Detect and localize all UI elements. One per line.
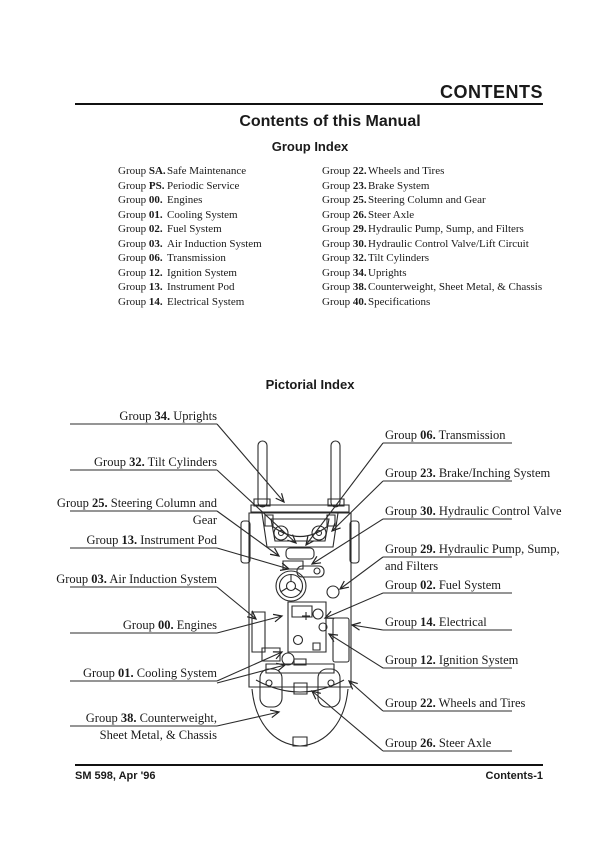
group-name: Brake System	[368, 179, 430, 192]
group-name: Hydraulic Control Valve/Lift Circuit	[368, 237, 529, 250]
group-index-row: Group 32.Tilt Cylinders	[322, 252, 430, 264]
group-name: Cooling System	[167, 208, 238, 221]
group-name: Engines	[167, 194, 203, 206]
callout-group-01-cooling-system: Group 01. Cooling System	[82, 666, 217, 680]
group-index-row: Group 01. Cooling System	[118, 208, 238, 221]
group-index-left-column	[118, 164, 262, 309]
footer-document-id: SM 598, Apr '96	[75, 770, 156, 782]
group-index-row: Group PS. Periodic Service	[118, 179, 240, 192]
group-index-title: Group Index	[271, 139, 349, 154]
callout-group-30-hydraulic-control-valve: Group 30. Hydraulic Control Valve	[385, 504, 562, 518]
group-index-row: Group 23.Brake System	[322, 179, 430, 192]
group-name: Tilt Cylinders	[368, 252, 430, 264]
callout-group-22-wheels-tires: Group 22. Wheels and Tires	[385, 696, 526, 710]
group-name: Periodic Service	[167, 179, 240, 192]
callout-group-12-ignition-system: Group 12. Ignition System	[385, 653, 519, 667]
group-index-row: Group 02. Fuel System	[118, 223, 222, 235]
callout-group-02-fuel-system: Group 02. Fuel System	[385, 578, 501, 592]
group-index-row: Group 13. Instrument Pod	[118, 281, 235, 293]
callout-group-06-transmission: Group 06. Transmission	[385, 428, 506, 442]
group-index-row: Group 00. Engines	[118, 194, 203, 206]
group-name: Fuel System	[167, 223, 222, 235]
page-header-title: CONTENTS	[440, 82, 543, 102]
header-rule	[75, 103, 543, 105]
callout-group-00-engines: Group 00. Engines	[122, 618, 217, 632]
group-index-row: Group 40.Specifications	[322, 295, 431, 308]
group-name: Transmission	[167, 252, 226, 264]
callout-group-14-electrical: Group 14. Electrical	[385, 615, 487, 629]
footer-page-number: Contents-1	[485, 770, 543, 782]
callout-group-29-hydraulic-pump: Group 29. Hydraulic Pump, Sump, and Filters	[385, 542, 560, 573]
group-name: Specifications	[368, 295, 431, 308]
group-name: Uprights	[368, 266, 407, 279]
callout-group-38-counterweight: Group 38. Counterweight, Sheet Metal, & Chassis	[85, 711, 217, 742]
group-index-row: Group 06. Transmission	[118, 252, 226, 264]
group-index-row: Group 14. Electrical System	[118, 295, 245, 308]
group-index-row: Group 12. Ignition System	[118, 266, 237, 279]
group-name: Wheels and Tires	[368, 165, 445, 177]
group-index-row: Group 03. Air Induction System	[118, 237, 262, 250]
group-name: Steer Axle	[368, 208, 415, 221]
group-index-row: Group SA.Safe Maintenance	[118, 165, 247, 177]
callout-group-32-tilt-cylinders: Group 32. Tilt Cylinders	[94, 455, 217, 469]
footer-rule	[75, 764, 543, 766]
group-name: Instrument Pod	[167, 281, 235, 293]
group-name: Counterweight, Sheet Metal, & Chassis	[368, 281, 543, 293]
group-index-row: Group 22.Wheels and Tires	[322, 165, 445, 177]
main-title: Contents of this Manual	[239, 113, 421, 130]
callout-group-13-instrument-pod: Group 13. Instrument Pod	[86, 533, 217, 547]
group-name: Ignition System	[167, 266, 237, 279]
group-index-row: Group 30.Hydraulic Control Valve/Lift Circuit	[322, 237, 529, 250]
group-index-row: Group 29.Hydraulic Pump, Sump, and Filters	[322, 223, 524, 235]
group-index-right-column	[322, 164, 542, 309]
group-index-row: Group 34.Uprights	[322, 266, 407, 279]
group-index-row: Group 38.Counterweight, Sheet Metal, & Chassis	[322, 281, 543, 293]
pictorial-index-title: Pictorial Index	[265, 377, 355, 392]
forklift-top-view	[241, 441, 359, 746]
callout-group-25-steering-column: Group 25. Steering Column and Gear	[56, 496, 217, 527]
callout-group-03-air-induction: Group 03. Air Induction System	[56, 572, 217, 586]
group-index-row: Group 26.Steer Axle	[322, 208, 415, 221]
callout-group-34-uprights: Group 34. Uprights	[119, 409, 217, 423]
callout-group-26-steer-axle: Group 26. Steer Axle	[385, 736, 492, 750]
callout-group-23-brake-inching: Group 23. Brake/Inching System	[385, 466, 551, 480]
group-name: Electrical System	[167, 295, 245, 308]
group-index-row: Group 25.Steering Column and Gear	[322, 194, 486, 206]
group-name: Hydraulic Pump, Sump, and Filters	[368, 223, 524, 235]
group-name: Steering Column and Gear	[368, 194, 486, 206]
group-name: Air Induction System	[167, 237, 262, 250]
group-name: Safe Maintenance	[167, 165, 247, 177]
